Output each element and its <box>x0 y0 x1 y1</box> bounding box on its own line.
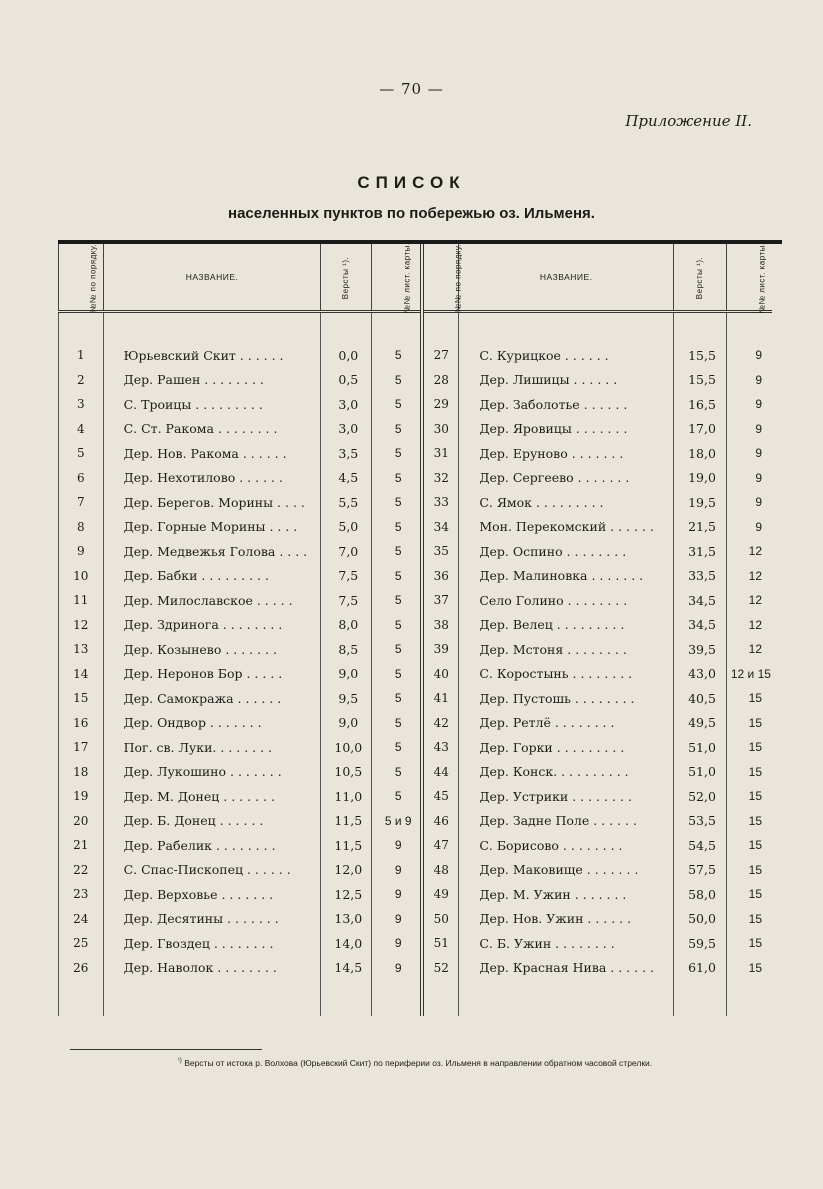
sheet-value: 15 <box>726 858 772 883</box>
versts-value: 3,0 <box>321 417 372 442</box>
settlement-name: Дер. Медвежья Голова . . . . <box>103 539 321 564</box>
settlement-name: Дер. Неронов Бор . . . . . <box>103 662 321 687</box>
settlement-name: Дер. Еруново . . . . . . . <box>459 441 674 466</box>
table-row <box>59 735 773 760</box>
table-row <box>59 784 773 809</box>
settlement-name: Дер. М. Ужин . . . . . . . <box>459 882 674 907</box>
versts-value: 53,5 <box>674 809 727 834</box>
sheet-value: 15 <box>726 784 772 809</box>
entry-number: 44 <box>422 760 458 785</box>
versts-value: 5,0 <box>321 515 372 540</box>
settlements-table-frame <box>58 240 782 1016</box>
entry-number: 43 <box>422 735 458 760</box>
settlement-name: Дер. Пустошь . . . . . . . . <box>459 686 674 711</box>
settlement-name: С. Троицы . . . . . . . . . <box>103 392 321 417</box>
table-row <box>59 490 773 515</box>
settlement-name: С. Борисово . . . . . . . . <box>459 833 674 858</box>
entry-number: 10 <box>59 564 104 589</box>
settlement-name: Дер. Наволок . . . . . . . . <box>103 956 321 981</box>
settlement-name: Дер. Ондвор . . . . . . . <box>103 711 321 736</box>
versts-value: 21,5 <box>674 515 727 540</box>
settlement-name: С. Ямок . . . . . . . . . <box>459 490 674 515</box>
settlement-name: Дер. Десятины . . . . . . . <box>103 907 321 932</box>
versts-value: 50,0 <box>674 907 727 932</box>
settlement-name: С. Спас-Пископец . . . . . . <box>103 858 321 883</box>
settlement-name: Дер. Милославское . . . . . <box>103 588 321 613</box>
versts-value: 61,0 <box>674 956 727 981</box>
sheet-value: 15 <box>726 833 772 858</box>
sheet-value: 5 <box>372 441 423 466</box>
sheet-value: 12 и 15 <box>726 662 772 687</box>
entry-number: 48 <box>422 858 458 883</box>
settlement-name: Дер. Заболотье . . . . . . <box>459 392 674 417</box>
versts-value: 31,5 <box>674 539 727 564</box>
sheet-value: 12 <box>726 588 772 613</box>
versts-value: 15,5 <box>674 343 727 368</box>
settlement-name: Дер. Велец . . . . . . . . . <box>459 613 674 638</box>
versts-value: 11,5 <box>321 809 372 834</box>
entry-number: 6 <box>59 466 104 491</box>
settlement-name: Дер. Бабки . . . . . . . . . <box>103 564 321 589</box>
sheet-value: 5 и 9 <box>372 809 423 834</box>
settlement-name: Дер. Яровицы . . . . . . . <box>459 417 674 442</box>
settlement-name: Дер. Козынево . . . . . . . <box>103 637 321 662</box>
entry-number: 34 <box>422 515 458 540</box>
entry-number: 11 <box>59 588 104 613</box>
versts-value: 14,5 <box>321 956 372 981</box>
sheet-value: 5 <box>372 343 423 368</box>
sheet-value: 9 <box>726 343 772 368</box>
versts-value: 16,5 <box>674 392 727 417</box>
settlement-name: Дер. Здринога . . . . . . . . <box>103 613 321 638</box>
entry-number: 30 <box>422 417 458 442</box>
entry-number: 46 <box>422 809 458 834</box>
settlement-name: Дер. Конск. . . . . . . . . . <box>459 760 674 785</box>
entry-number: 8 <box>59 515 104 540</box>
header-sheet-right: №№ лист. карты. <box>726 244 772 312</box>
versts-value: 39,5 <box>674 637 727 662</box>
versts-value: 3,0 <box>321 392 372 417</box>
settlement-name: Дер. Красная Нива . . . . . . <box>459 956 674 981</box>
table-row <box>59 809 773 834</box>
settlement-name: Село Голино . . . . . . . . <box>459 588 674 613</box>
sheet-value: 9 <box>372 931 423 956</box>
footnote-text: Версты от истока р. Волхова (Юрьевский Скит) по периферии оз. Ильменя в направлении обратном часовой стрелки. <box>184 1058 653 1068</box>
entry-number: 15 <box>59 686 104 711</box>
versts-value: 9,0 <box>321 662 372 687</box>
entry-number: 16 <box>59 711 104 736</box>
settlement-name: Дер. Рашен . . . . . . . . <box>103 368 321 393</box>
sheet-value: 15 <box>726 809 772 834</box>
table-row <box>59 637 773 662</box>
settlement-name: Пог. св. Луки. . . . . . . . <box>103 735 321 760</box>
entry-number: 50 <box>422 907 458 932</box>
sheet-value: 12 <box>726 539 772 564</box>
settlement-name: Дер. Лишицы . . . . . . <box>459 368 674 393</box>
versts-value: 12,5 <box>321 882 372 907</box>
versts-value: 58,0 <box>674 882 727 907</box>
settlement-name: Дер. Малиновка . . . . . . . <box>459 564 674 589</box>
entry-number: 49 <box>422 882 458 907</box>
entry-number: 40 <box>422 662 458 687</box>
sheet-value: 9 <box>726 490 772 515</box>
table-row <box>59 858 773 883</box>
sheet-value: 9 <box>726 392 772 417</box>
sheet-value: 5 <box>372 784 423 809</box>
versts-value: 13,0 <box>321 907 372 932</box>
entry-number: 26 <box>59 956 104 981</box>
table-row <box>59 515 773 540</box>
entry-number: 18 <box>59 760 104 785</box>
table-header-row <box>59 244 773 312</box>
sheet-value: 5 <box>372 735 423 760</box>
settlement-name: Дер. Маковище . . . . . . . <box>459 858 674 883</box>
sheet-value: 5 <box>372 613 423 638</box>
entry-number: 21 <box>59 833 104 858</box>
settlement-name: Дер. Нов. Ракома . . . . . . <box>103 441 321 466</box>
entry-number: 22 <box>59 858 104 883</box>
sheet-value: 12 <box>726 637 772 662</box>
settlement-name: С. Ст. Ракома . . . . . . . . <box>103 417 321 442</box>
settlement-name: Дер. Нехотилово . . . . . . <box>103 466 321 491</box>
sheet-value: 5 <box>372 564 423 589</box>
sheet-value: 5 <box>372 490 423 515</box>
sheet-value: 9 <box>372 907 423 932</box>
settlement-name: Дер. М. Донец . . . . . . . <box>103 784 321 809</box>
settlement-name: Дер. Гвоздец . . . . . . . . <box>103 931 321 956</box>
versts-value: 14,0 <box>321 931 372 956</box>
versts-value: 8,0 <box>321 613 372 638</box>
footnote-rule <box>70 1049 262 1050</box>
settlement-name: Дер. Горки . . . . . . . . . <box>459 735 674 760</box>
entry-number: 45 <box>422 784 458 809</box>
sheet-value: 9 <box>372 858 423 883</box>
versts-value: 4,5 <box>321 466 372 491</box>
settlement-name: Мон. Перекомский . . . . . . <box>459 515 674 540</box>
sheet-value: 9 <box>726 515 772 540</box>
table-row <box>59 417 773 442</box>
footnote <box>70 1058 760 1068</box>
table-row <box>59 662 773 687</box>
entry-number: 51 <box>422 931 458 956</box>
sheet-value: 5 <box>372 711 423 736</box>
table-row <box>59 882 773 907</box>
versts-value: 11,0 <box>321 784 372 809</box>
versts-value: 7,5 <box>321 588 372 613</box>
sheet-value: 9 <box>372 833 423 858</box>
entry-number: 29 <box>422 392 458 417</box>
footnote-mark: ¹) <box>177 1058 182 1065</box>
versts-value: 43,0 <box>674 662 727 687</box>
sheet-value: 5 <box>372 539 423 564</box>
versts-value: 40,5 <box>674 686 727 711</box>
entry-number: 37 <box>422 588 458 613</box>
versts-value: 57,5 <box>674 858 727 883</box>
versts-value: 9,5 <box>321 686 372 711</box>
entry-number: 17 <box>59 735 104 760</box>
versts-value: 10,5 <box>321 760 372 785</box>
sheet-value: 5 <box>372 662 423 687</box>
versts-value: 52,0 <box>674 784 727 809</box>
entry-number: 41 <box>422 686 458 711</box>
settlement-name: С. Курицкое . . . . . . <box>459 343 674 368</box>
versts-value: 9,0 <box>321 711 372 736</box>
versts-value: 19,5 <box>674 490 727 515</box>
settlement-name: С. Б. Ужин . . . . . . . . <box>459 931 674 956</box>
entry-number: 9 <box>59 539 104 564</box>
header-versts-right: Версты ¹). <box>674 244 727 312</box>
document-subtitle: населенных пунктов по побережью оз. Ильменя. <box>228 205 595 222</box>
settlement-name: Дер. Лукошино . . . . . . . <box>103 760 321 785</box>
entry-number: 32 <box>422 466 458 491</box>
entry-number: 5 <box>59 441 104 466</box>
sheet-value: 5 <box>372 392 423 417</box>
entry-number: 39 <box>422 637 458 662</box>
sheet-value: 15 <box>726 931 772 956</box>
versts-value: 51,0 <box>674 735 727 760</box>
versts-value: 7,5 <box>321 564 372 589</box>
versts-value: 5,5 <box>321 490 372 515</box>
entry-number: 1 <box>59 343 104 368</box>
table-row <box>59 833 773 858</box>
entry-number: 4 <box>59 417 104 442</box>
table-row <box>59 392 773 417</box>
table-row <box>59 760 773 785</box>
versts-value: 8,5 <box>321 637 372 662</box>
settlement-name: Дер. Самокража . . . . . . <box>103 686 321 711</box>
settlement-name: Юрьевский Скит . . . . . . <box>103 343 321 368</box>
sheet-value: 15 <box>726 907 772 932</box>
document-title: СПИСОК <box>357 173 466 192</box>
table-row <box>59 613 773 638</box>
table-spacer-row <box>59 312 773 344</box>
versts-value: 3,5 <box>321 441 372 466</box>
entry-number: 12 <box>59 613 104 638</box>
entry-number: 31 <box>422 441 458 466</box>
entry-number: 52 <box>422 956 458 981</box>
header-name-left: НАЗВАНИЕ. <box>103 244 321 312</box>
sheet-value: 9 <box>726 441 772 466</box>
table-row <box>59 588 773 613</box>
entry-number: 38 <box>422 613 458 638</box>
versts-value: 10,0 <box>321 735 372 760</box>
sheet-value: 5 <box>372 515 423 540</box>
settlement-name: Дер. Мстоня . . . . . . . . <box>459 637 674 662</box>
entry-number: 33 <box>422 490 458 515</box>
versts-value: 51,0 <box>674 760 727 785</box>
versts-value: 49,5 <box>674 711 727 736</box>
versts-value: 15,5 <box>674 368 727 393</box>
settlement-name: Дер. Берегов. Морины . . . . <box>103 490 321 515</box>
header-name-right: НАЗВАНИЕ. <box>459 244 674 312</box>
versts-value: 59,5 <box>674 931 727 956</box>
entry-number: 3 <box>59 392 104 417</box>
versts-value: 7,0 <box>321 539 372 564</box>
versts-value: 0,5 <box>321 368 372 393</box>
settlement-name: Дер. Ретлё . . . . . . . . <box>459 711 674 736</box>
entry-number: 20 <box>59 809 104 834</box>
versts-value: 12,0 <box>321 858 372 883</box>
page-number: — 70 — <box>379 80 444 98</box>
entry-number: 13 <box>59 637 104 662</box>
versts-value: 0,0 <box>321 343 372 368</box>
settlement-name: Дер. Оспино . . . . . . . . <box>459 539 674 564</box>
sheet-value: 15 <box>726 711 772 736</box>
sheet-value: 9 <box>372 956 423 981</box>
table-row <box>59 368 773 393</box>
sheet-value: 9 <box>726 368 772 393</box>
sheet-value: 15 <box>726 956 772 981</box>
versts-value: 34,5 <box>674 588 727 613</box>
table-row <box>59 956 773 981</box>
entry-number: 35 <box>422 539 458 564</box>
settlement-name: Дер. Горные Морины . . . . <box>103 515 321 540</box>
table-row <box>59 343 773 368</box>
entry-number: 47 <box>422 833 458 858</box>
entry-number: 42 <box>422 711 458 736</box>
entry-number: 28 <box>422 368 458 393</box>
table-tail-row <box>59 980 773 1016</box>
table-row <box>59 441 773 466</box>
sheet-value: 5 <box>372 760 423 785</box>
versts-value: 11,5 <box>321 833 372 858</box>
settlement-name: Дер. Нов. Ужин . . . . . . <box>459 907 674 932</box>
settlement-name: Дер. Устрики . . . . . . . . <box>459 784 674 809</box>
settlement-name: Дер. Верховье . . . . . . . <box>103 882 321 907</box>
settlement-name: Дер. Задне Поле . . . . . . <box>459 809 674 834</box>
settlement-name: Дер. Сергеево . . . . . . . <box>459 466 674 491</box>
sheet-value: 5 <box>372 686 423 711</box>
sheet-value: 15 <box>726 760 772 785</box>
entry-number: 2 <box>59 368 104 393</box>
entry-number: 14 <box>59 662 104 687</box>
versts-value: 19,0 <box>674 466 727 491</box>
sheet-value: 5 <box>372 466 423 491</box>
versts-value: 17,0 <box>674 417 727 442</box>
entry-number: 19 <box>59 784 104 809</box>
header-sheet-left: №№ лист. карты. <box>372 244 423 312</box>
table-row <box>59 931 773 956</box>
sheet-value: 15 <box>726 882 772 907</box>
sheet-value: 5 <box>372 368 423 393</box>
versts-value: 33,5 <box>674 564 727 589</box>
sheet-value: 12 <box>726 564 772 589</box>
sheet-value: 5 <box>372 588 423 613</box>
header-versts-left: Версты ¹). <box>321 244 372 312</box>
table-row <box>59 466 773 491</box>
versts-value: 34,5 <box>674 613 727 638</box>
table-row <box>59 686 773 711</box>
sheet-value: 15 <box>726 735 772 760</box>
appendix-label: Приложение II. <box>625 112 752 130</box>
entry-number: 27 <box>422 343 458 368</box>
entry-number: 36 <box>422 564 458 589</box>
sheet-value: 9 <box>372 882 423 907</box>
header-num-right: №№ по порядку. <box>422 244 458 312</box>
settlement-name: С. Коростынь . . . . . . . . <box>459 662 674 687</box>
settlements-table <box>58 241 772 1016</box>
sheet-value: 15 <box>726 686 772 711</box>
sheet-value: 9 <box>726 417 772 442</box>
sheet-value: 5 <box>372 637 423 662</box>
versts-value: 54,5 <box>674 833 727 858</box>
entry-number: 25 <box>59 931 104 956</box>
sheet-value: 9 <box>726 466 772 491</box>
table-row <box>59 711 773 736</box>
settlement-name: Дер. Б. Донец . . . . . . <box>103 809 321 834</box>
versts-value: 18,0 <box>674 441 727 466</box>
table-row <box>59 907 773 932</box>
header-num-left: №№ по порядку. <box>59 244 104 312</box>
entry-number: 24 <box>59 907 104 932</box>
sheet-value: 5 <box>372 417 423 442</box>
table-row <box>59 564 773 589</box>
settlement-name: Дер. Рабелик . . . . . . . . <box>103 833 321 858</box>
sheet-value: 12 <box>726 613 772 638</box>
entry-number: 23 <box>59 882 104 907</box>
entry-number: 7 <box>59 490 104 515</box>
table-row <box>59 539 773 564</box>
